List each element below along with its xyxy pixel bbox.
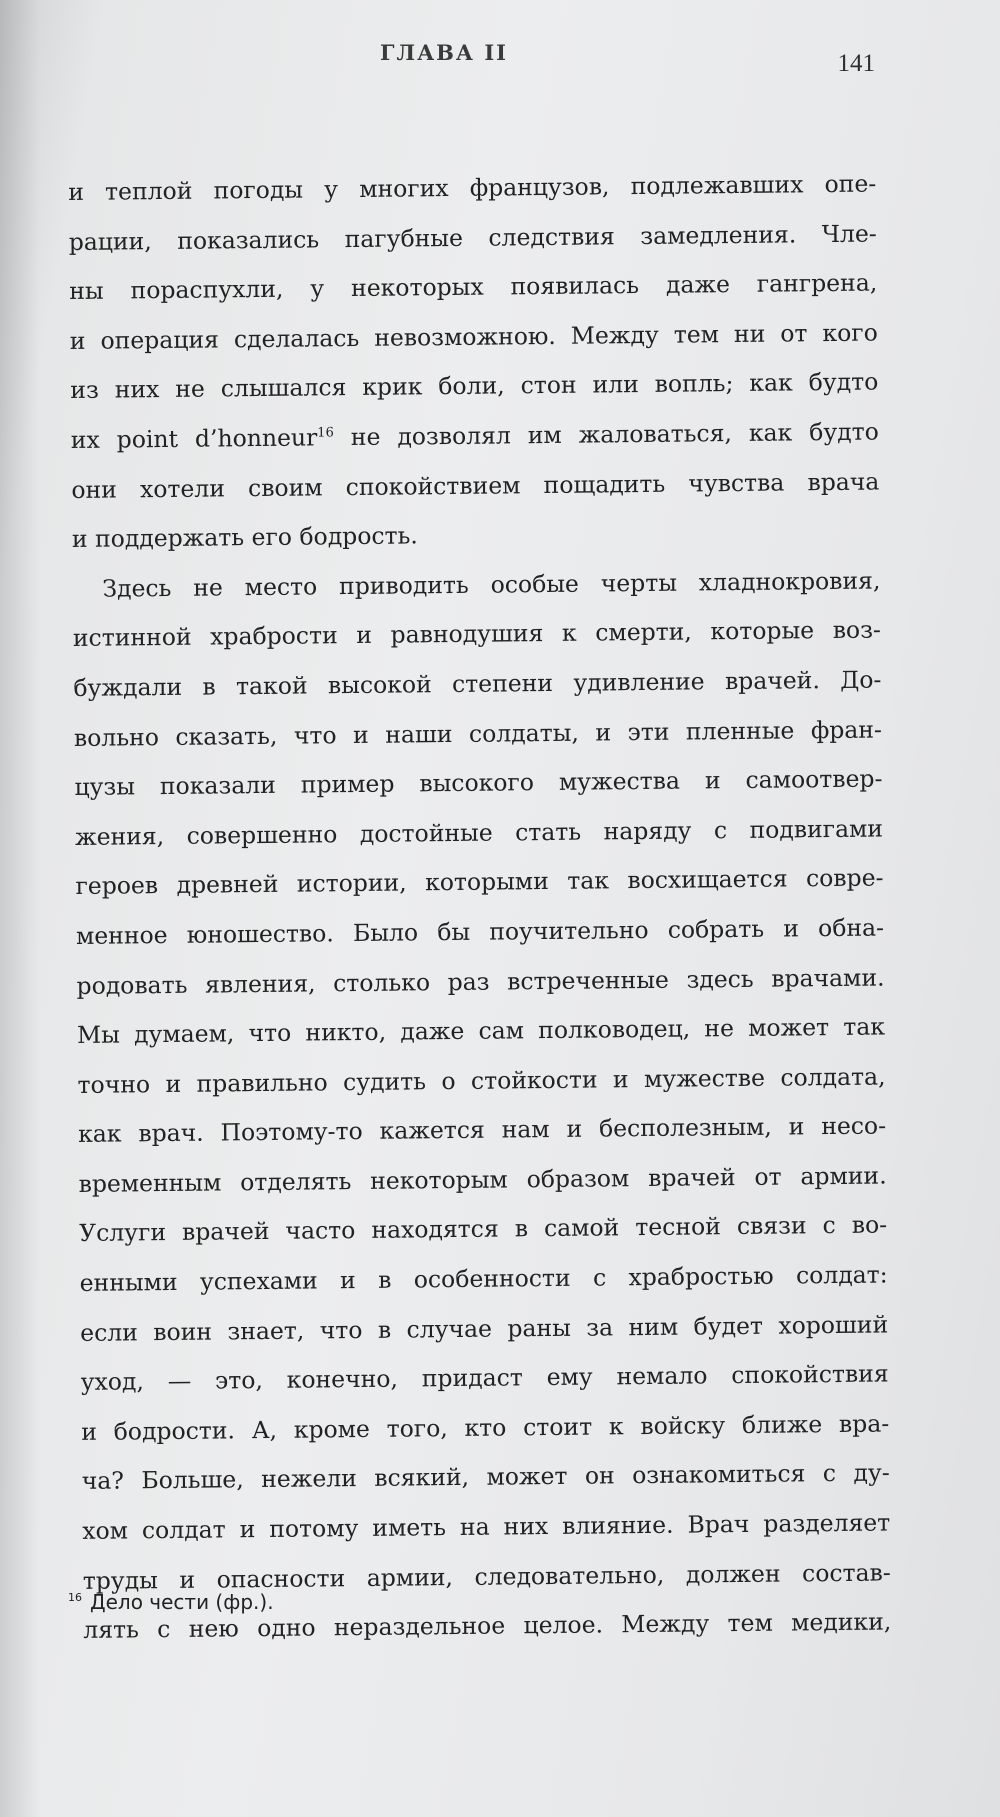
text-line: они хотели своим спокойствием пощадить чувства врача bbox=[71, 467, 880, 504]
text-line: Услуги врачей часто находятся в самой тесной связи с во- bbox=[79, 1210, 888, 1248]
text-line: если воин знает, что в случае раны за ним будет хороший bbox=[80, 1310, 889, 1347]
footnote-text: Дело чести (фр.). bbox=[90, 1590, 274, 1614]
text-line: родовать явления, столько раз встреченные здесь врачами. bbox=[76, 962, 885, 1000]
text-line: вольно сказать, что и наши солдаты, и эти пленные фран- bbox=[73, 715, 883, 752]
text-line: рации, показались пагубные следствия замедления. Чле- bbox=[68, 219, 877, 256]
text-line: истинной храбрости и равнодушия к смерти, которые воз- bbox=[72, 615, 882, 653]
body-text bbox=[68, 160, 892, 1656]
text-fragment: их point d’honneur bbox=[70, 423, 318, 454]
text-line: и бодрости. А, кроме того, кто стоит к войску ближе вра- bbox=[81, 1409, 890, 1446]
text-line: буждали в такой высокой степени удивление врачей. До- bbox=[73, 665, 882, 702]
footnote bbox=[68, 1590, 274, 1614]
text-line: и поддержать его бодрость. bbox=[71, 521, 418, 554]
text-line: хом солдат и потому иметь на них влияние. Врач разделяет bbox=[82, 1508, 891, 1545]
text-line: енными успехами и в особенности с храбростью солдат: bbox=[79, 1260, 888, 1298]
text-line: Мы думаем, что никто, даже сам полководец, не может так bbox=[76, 1012, 886, 1050]
text-line: и операция сделалась невозможною. Между тем ни от кого bbox=[69, 318, 878, 355]
text-line: и теплой погоды у многих французов, подлежавших опе- bbox=[68, 169, 877, 206]
footnote-marker: 16 bbox=[317, 425, 334, 441]
footnote-number: 16 bbox=[68, 1591, 82, 1605]
text-line: Здесь не место приводить особые черты хладнокровия, bbox=[102, 566, 881, 603]
text-line: цузы показали пример высокого мужества и самоотвер- bbox=[74, 764, 883, 802]
running-head: ГЛАВА II bbox=[380, 40, 508, 65]
text-line: временным отделять некоторым образом врачей от армии. bbox=[78, 1161, 887, 1198]
text-line: точно и правильно судить о стойкости и мужестве солдата, bbox=[77, 1062, 886, 1099]
text-line: из них не слышался крик боли, стон или вопль; как будто bbox=[70, 367, 879, 405]
text-line: жения, совершенно достойные стать наряду с подвигами bbox=[74, 814, 884, 851]
text-line: менное юношество. Было бы поучительно собрать и обна- bbox=[75, 913, 885, 950]
text-line: труды и опасности армии, следовательно, должен состав- bbox=[82, 1558, 891, 1595]
text-line: героев древней истории, которыми так восхищается совре- bbox=[75, 863, 884, 901]
page-number: 141 bbox=[837, 50, 875, 77]
text-fragment: не дозволял им жаловаться, как будто bbox=[333, 417, 879, 452]
text-line: как врач. Поэтому-то кажется нам и бесполезным, и несо- bbox=[77, 1111, 887, 1149]
text-line: лять с нею одно нераздельное целое. Между тем медики, bbox=[83, 1607, 892, 1645]
text-line: ны пораспухли, у некоторых появилась даже гангрена, bbox=[69, 268, 878, 306]
text-line: уход, — это, конечно, придаст ему немало спокойствия bbox=[80, 1359, 889, 1397]
text-line: ча? Больше, нежели всякий, может он ознакомиться с ду- bbox=[81, 1458, 890, 1496]
text-line-with-footnote bbox=[71, 407, 879, 465]
